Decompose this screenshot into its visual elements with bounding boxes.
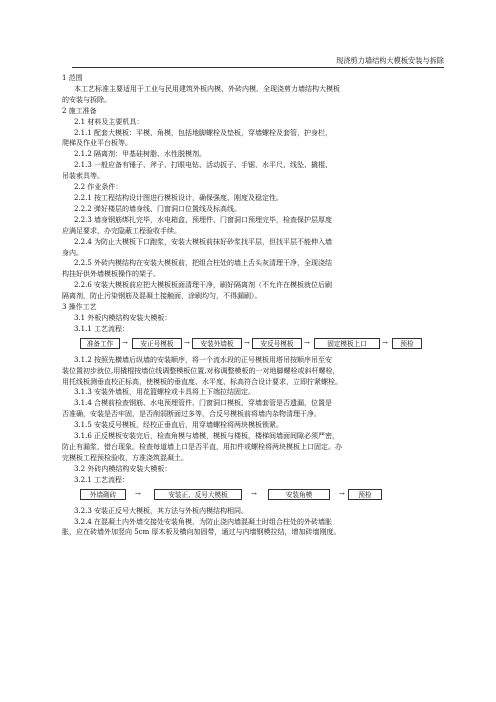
- section-heading: 2 施工准备: [62, 106, 97, 115]
- flow-step-box: 预检: [392, 338, 422, 349]
- running-header: 现浇剪力墙结构大模板安装与拆除: [336, 56, 444, 65]
- flow-arrow-icon: →: [382, 338, 388, 347]
- paragraph-line: 3.1 外板内模结构安装大模板：: [74, 313, 172, 322]
- paragraph-line: 2.2.6 安装大模板前应把大模板板面清理干净，刷好隔离剂（不允许在模板就位后刷: [74, 281, 333, 290]
- paragraph-line: 2.1.3 一般应备有锤子、斧子、打眼电钻、活动扳子、手锯、水平尺、线坠、撬棍、: [74, 161, 333, 170]
- paragraph-line: 吊装索具等。: [62, 172, 104, 181]
- flow-arrow-icon: →: [184, 338, 190, 347]
- paragraph-line: 应满足要求，办完隐蔽工程验收手续。: [62, 226, 181, 235]
- section-heading: 1 范围: [62, 74, 83, 82]
- paragraph-line: 的安装与拆除。: [62, 95, 111, 104]
- paragraph-line: 完模板工程预检验收，方准浇筑混凝土。: [62, 453, 188, 462]
- paragraph-line: 2.2 作业条件：: [74, 183, 123, 192]
- flow-arrow-icon: →: [251, 489, 257, 498]
- paragraph-line: 3.1.6 正反模板安装完后，检查角模与墙模，模板与楼板，楼梯间墙面间隙必须严密，: [74, 432, 340, 441]
- paragraph-line: 否准确，安装是否牢固，是否削弱断面过多等，合反号模板前将墙内杂物清理干净。: [62, 410, 321, 419]
- paragraph-line: 构挂好供外墙模板操作的架子。: [62, 270, 160, 279]
- paragraph-line: 2.2.5 外砖内模结构在安装大模板前，把组合柱处的墙上舌头灰清理干净，全现浇结: [74, 259, 333, 268]
- flowchart-brick-process: [62, 487, 444, 503]
- flow-step-box: 安装角模: [268, 489, 330, 500]
- section-steps: [62, 355, 444, 486]
- flowchart-outer-panel-process: [62, 336, 444, 352]
- paragraph-line: 隔离剂，防止污染钢筋及混凝土接触面，涂刷均匀，不得漏刷）。: [62, 292, 262, 301]
- flow-step-box: 安反号模板: [252, 338, 302, 349]
- paragraph-line: 3.2.4 在混凝土内外墙交接处安装角模，为防止浇内墙混凝土时组合柱处的外砖墙胀: [74, 517, 333, 526]
- flow-step-box: 准备工作: [80, 338, 120, 349]
- flow-step-box: 预检: [348, 489, 382, 500]
- paragraph-line: 本工艺标准主要适用于工业与民用建筑外板内模、外砖内模、全现浇剪力墙结构大模板: [74, 84, 340, 93]
- flow-arrow-icon: →: [339, 489, 345, 498]
- section-heading: 3 操作工艺: [62, 303, 97, 312]
- paragraph-line: 3.2 外砖内模结构安装大模板：: [74, 464, 172, 473]
- paragraph-line: 装位置初步就位,用撬棍按墙位线调整模板位置,对称调整模板的一对地脚螺栓或斜杆螺栓，: [62, 366, 340, 375]
- paragraph-line: 3.2.3 安装正反号大模板，其方法与外板内模结构相同。: [74, 506, 249, 515]
- document-body: [62, 73, 444, 538]
- flow-arrow-icon: →: [304, 338, 310, 347]
- paragraph-line: 3.1.5 安装反号模板，经校正垂直后，用穿墙螺栓将两块模板锁紧。: [74, 421, 284, 430]
- paragraph-line: 2.1.1 配套大模板：平模、角模，包括地脚螺栓及垫板，穿墙螺栓及套管，护身栏，: [74, 128, 333, 137]
- flow-arrow-icon: →: [244, 338, 250, 347]
- header-rule: [72, 67, 444, 68]
- flow-step-box: 外墙砌砖: [80, 489, 126, 500]
- paragraph-line: 3.1.4 合模前检查钢筋、水电预埋管件、门窗洞口模板、穿墙套管是否遗漏，位置是: [74, 399, 333, 408]
- paragraph-line: 2.1.2 隔离剂：甲基硅树脂、水性脱模剂。: [74, 150, 207, 159]
- paragraph-line: 2.2.2 弹好楼层的墙身线、门窗洞口位置线及标高线。: [74, 204, 242, 213]
- paragraph-line: 3.1.3 安装外墙板，用花篮螺栓或卡具将上下端拉结固定。: [74, 388, 256, 397]
- paragraph-line: 3.1.2 按照先横墙后纵墙的安装顺序，将一个流水段的正号模板用塔吊按顺序吊至安: [74, 355, 333, 364]
- paragraph-line: 身内。: [62, 248, 83, 257]
- flow-arrow-icon: →: [122, 338, 128, 347]
- section-brick-steps: [62, 506, 444, 539]
- flow-step-box: 安装外墙板: [192, 338, 242, 349]
- paragraph-line: 3.1.1 工艺流程：: [74, 324, 130, 333]
- paragraph-line: 爬梯及作业平台板等。: [62, 139, 132, 148]
- flow-step-box: 固定模板上口: [314, 338, 380, 349]
- paragraph-line: 胀，应在砖墙外加竖向 5cm 厚木板及横向加固带，通过与内墙钢模拉结，增加砖墙刚度。: [62, 528, 341, 537]
- paragraph-line: 防止有漏浆、错台现象。检查每道墙上口是否平直，用扣件或螺栓将两块模板上口固定。办: [62, 443, 342, 451]
- paragraph-line: 用托线板测垂直校正标高，使模板的垂直度、水平度、标高符合设计要求，立即拧紧螺栓。: [62, 377, 342, 386]
- paragraph-line: 2.2.3 墙身钢筋绑扎完毕，水电箱盒、预埋件、门窗洞口预埋完毕，检查保护层厚度: [74, 215, 333, 224]
- flow-step-box: 安装正、反号大模板: [154, 489, 242, 500]
- paragraph-line: 2.2.4 为防止大模板下口跑浆，安装大模板前抹好砂浆找平层，但找平层不能伸入墙: [74, 237, 333, 246]
- paragraph-line: 2.1 材料及主要机具：: [74, 117, 144, 126]
- paragraph-line: 3.2.1 工艺流程：: [74, 475, 130, 484]
- paragraph-line: 2.2.1 按工程结构设计图进行模板设计，确保强度、刚度及稳定性。: [74, 193, 284, 202]
- flow-arrow-icon: →: [135, 489, 141, 498]
- section-prep: [62, 73, 444, 335]
- flow-step-box: 安正号模板: [132, 338, 182, 349]
